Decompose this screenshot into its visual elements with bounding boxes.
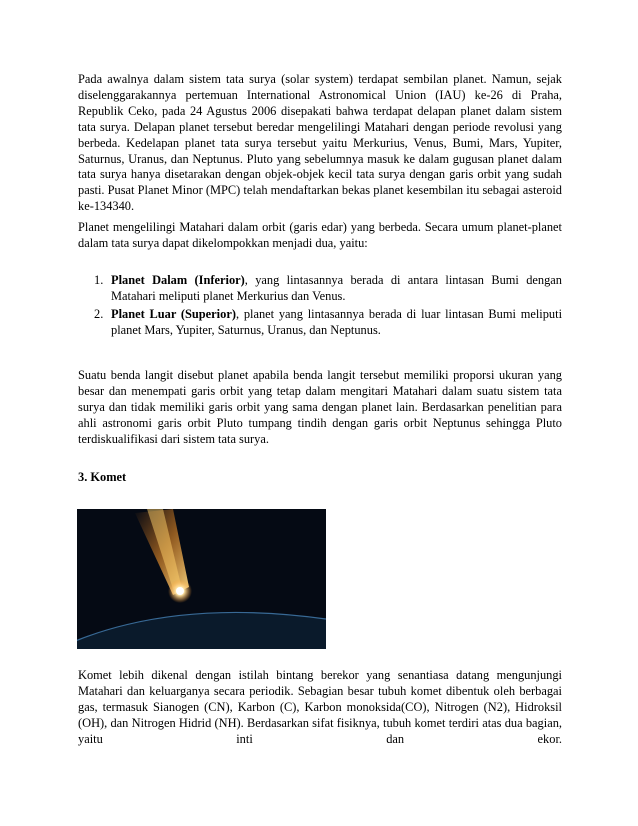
section-heading: 3. Komet [78,470,127,484]
list-item-number: 2. [94,307,104,321]
paragraph-planets-intro [78,72,562,215]
paragraph-planet-definition [78,368,562,448]
list-item [78,272,562,304]
paragraph-text: Pada awalnya dalam sistem tata surya (solar system) terdapat sembilan planet. Namun, sejak diselenggarakannya pertemuan International Astronomical Union (IAU) ke-26 di Praha, Republik Ceko, pada 24 Agustus 2006 disepakati bahwa terdapat delapan planet dalam sistem tata surya. Delapan planet tersebut beredar mengelilingi Matahari dengan periode revolusi yang berbeda. Kedelapan planet tata surya tersebut yaitu Merkurius, Venus, Bumi, Mars, Yupiter, Saturnus, Uranus, dan Neptunus. Pluto yang sebelumnya masuk ke dalam gugusan planet dalam tata surya hanya disetarakan dengan objek-objek kecil tata surya dengan garis orbit yang sudah pasti. Pusat Planet Minor (MPC) telah mendaftarkan bekas planet kesembilan itu sebagai asteroid ke-134340. [78,72,562,214]
list-item-text: , yang lintasannya berada di antara lintasan Bumi dengan Matahari meliputi planet Merkurius dan Venus. [111,273,562,303]
list-item-term: Planet Dalam (Inferior) [111,273,245,287]
paragraph-text: Komet lebih dikenal dengan istilah bintang berekor yang senantiasa datang mengunjungi Matahari dan keluarganya secara periodik. Sebagian besar tubuh komet dibentuk oleh berbagai gas, termasuk Sianogen (CN), Karbon (C), Karbon monoksida(CO), Nitrogen (N2), Hidroksil (OH), dan Nitrogen Hidrid (NH). Berdasarkan sifat fisiknya, tubuh komet terdiri atas dua bagian, yaitu inti dan ekor. [78,668,562,746]
paragraph-planet-orbits [78,220,562,252]
paragraph-comet [78,668,562,748]
paragraph-text: Planet mengelilingi Matahari dalam orbit (garis edar) yang berbeda. Secara umum planet-planet dalam tata surya dapat dikelompokkan menjadi dua, yaitu: [78,220,562,250]
comet-image [77,509,326,649]
list-item-term: Planet Luar (Superior) [111,307,236,321]
list-item-number: 1. [94,273,104,287]
list-item-text: , planet yang lintasannya berada di luar lintasan Bumi meliputi planet Mars, Yupiter, Saturnus, Uranus, dan Neptunus. [111,307,563,337]
list-item [78,306,562,338]
paragraph-text: Suatu benda langit disebut planet apabila benda langit tersebut memiliki proporsi ukuran yang besar dan menempati garis orbit yang tetap dalam mengitari Matahari dalam suatu sistem tata surya dan tidak memiliki garis orbit yang sama dengan planet lain. Berdasarkan penelitian para ahli astronomi garis orbit Pluto tumpang tindih dengan garis orbit Neptunus sehingga Pluto terdiskualifikasi dari sistem tata surya. [78,368,562,446]
planet-groups-list [78,272,562,340]
